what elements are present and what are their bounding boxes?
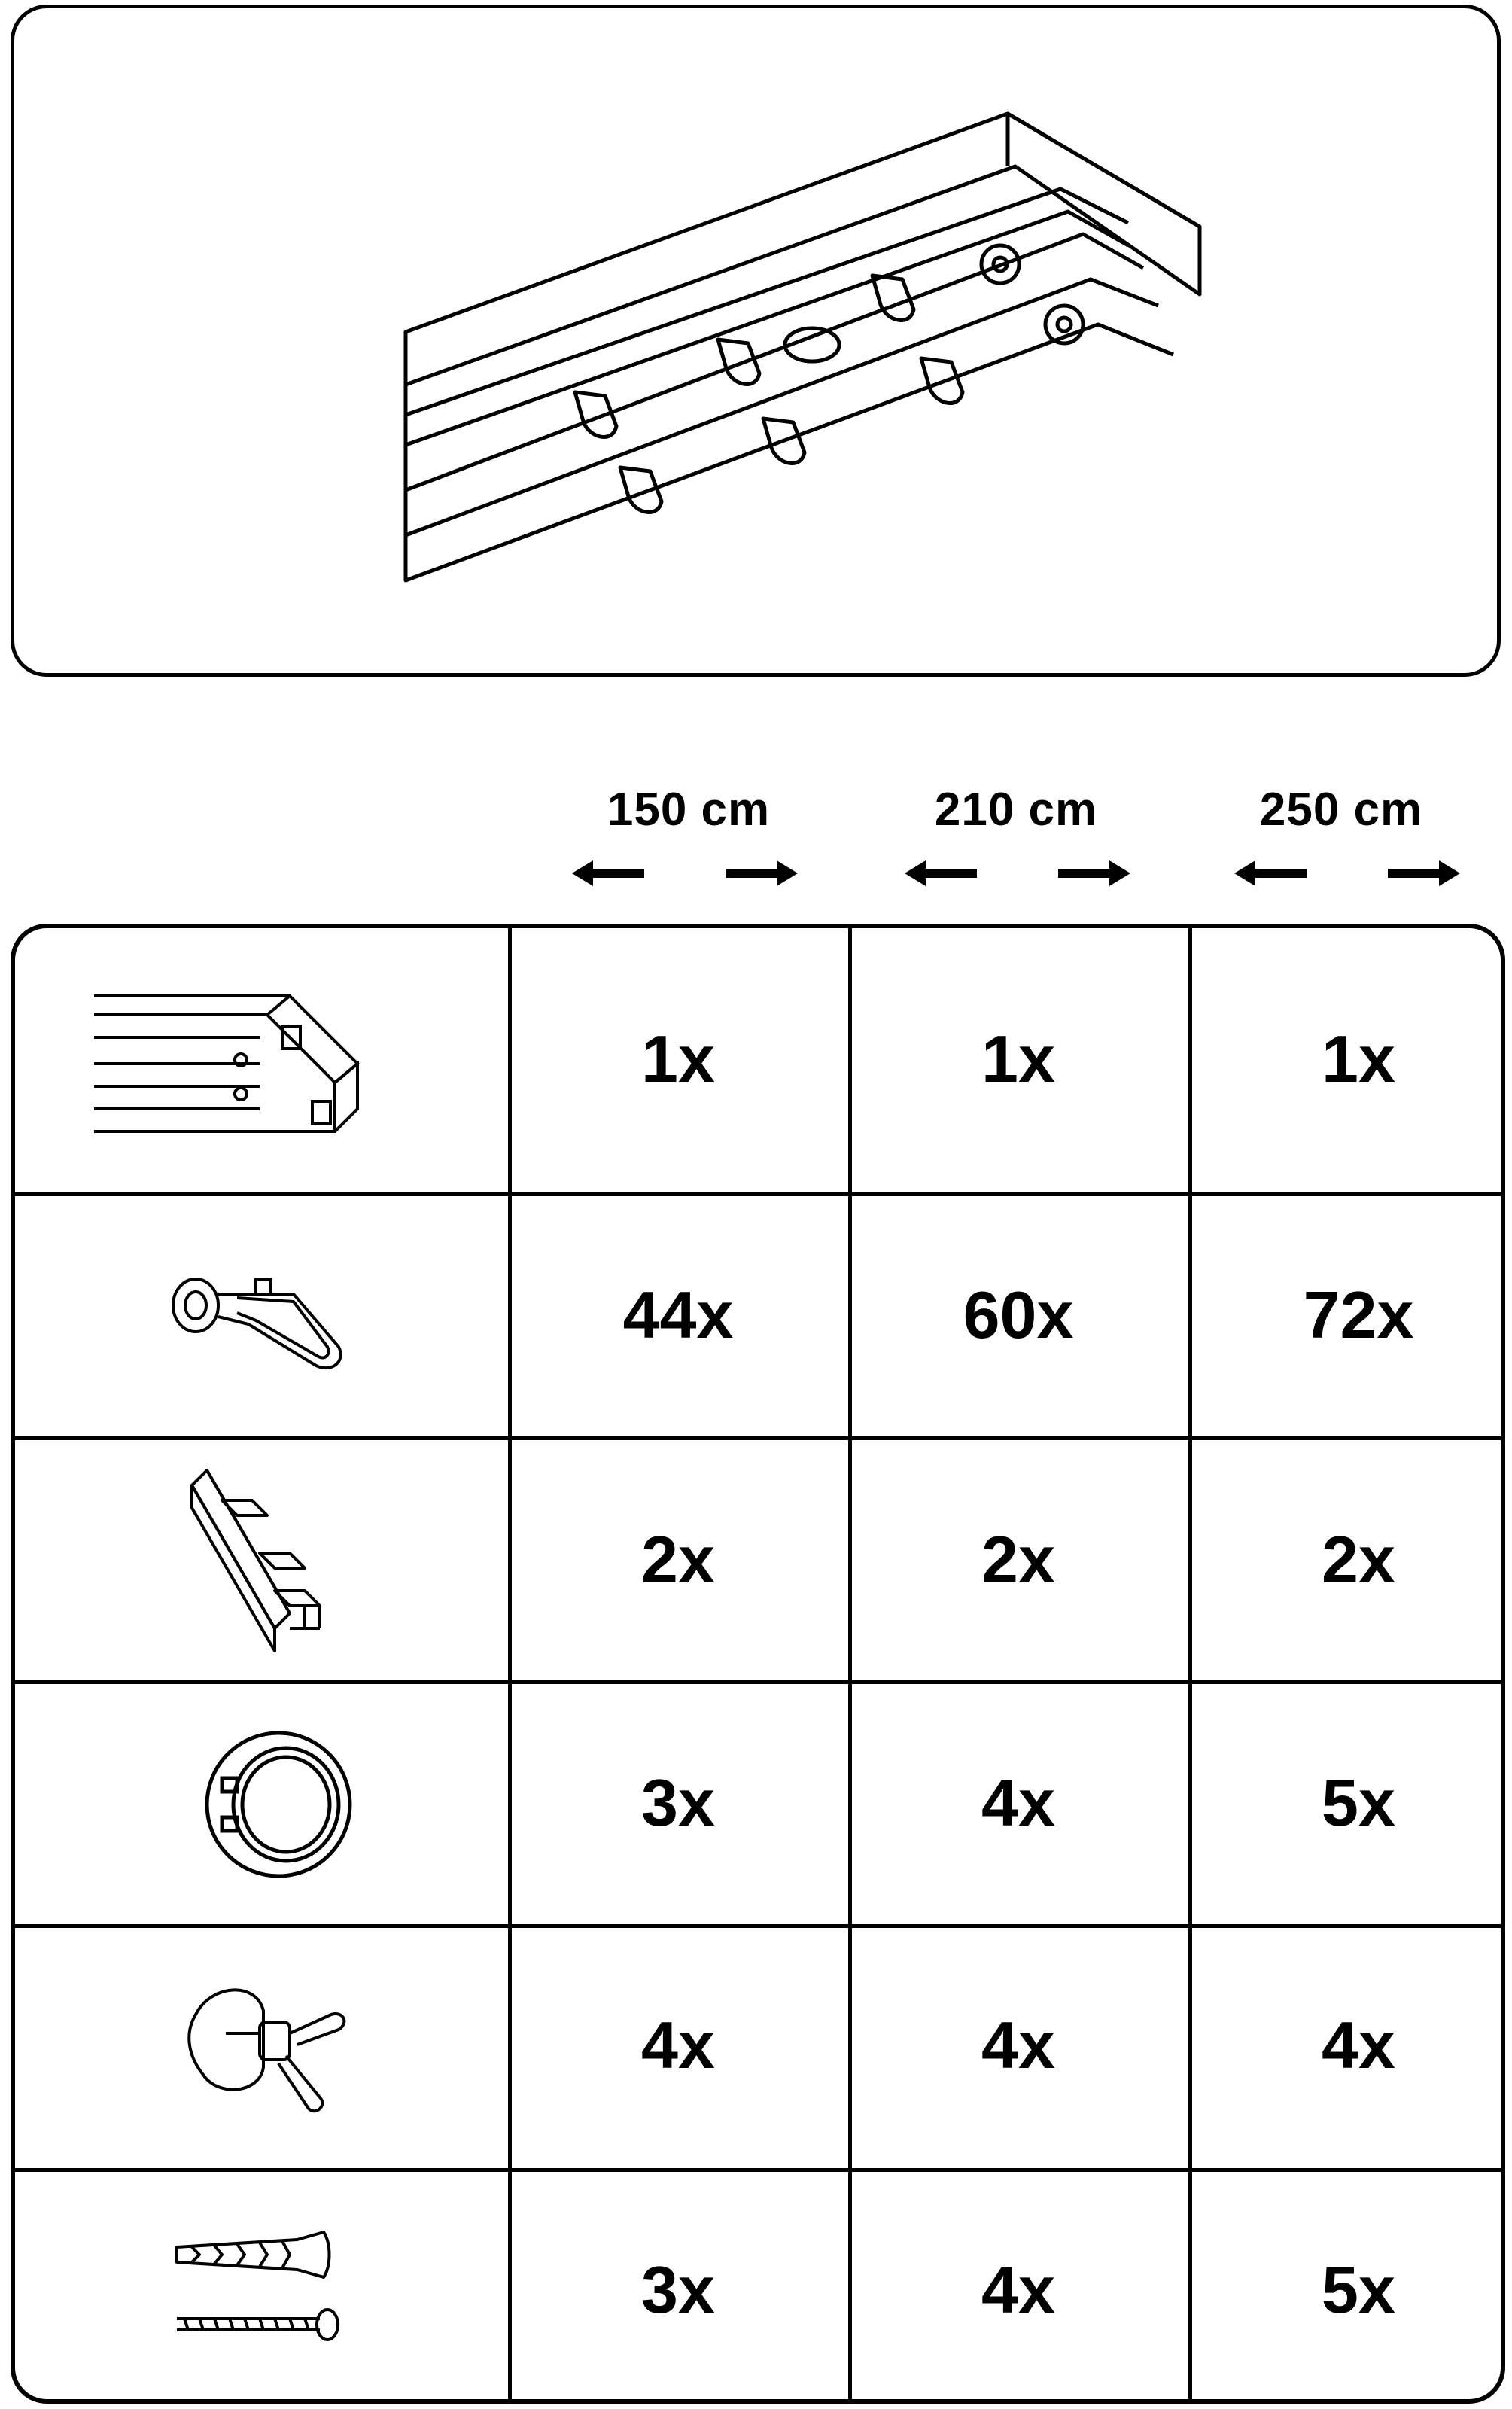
- qty-bracket-150: 3x: [641, 1765, 715, 1840]
- track-profile-icon: [87, 981, 373, 1147]
- product-illustration: [11, 5, 1501, 677]
- table-row-glider: [15, 1196, 508, 1436]
- table-row-bracket: [15, 1684, 508, 1924]
- qty-end-stop-250: 2x: [1322, 1522, 1395, 1597]
- end-stop-icon: [177, 1463, 357, 1666]
- width-arrows-icon: [1234, 854, 1460, 892]
- qty-glider-250: 72x: [1303, 1278, 1414, 1352]
- column-divider: [848, 928, 852, 2404]
- qty-knob-250: 4x: [1322, 2008, 1395, 2082]
- qty-fixings-150: 3x: [641, 2252, 715, 2327]
- qty-knob-150: 4x: [641, 2008, 715, 2082]
- qty-glider-150: 44x: [622, 1278, 734, 1352]
- width-arrows-icon: [905, 854, 1130, 892]
- ceiling-bracket-icon: [196, 1725, 361, 1884]
- qty-glider-210: 60x: [963, 1278, 1074, 1352]
- size-label-250: 250 cm: [1259, 784, 1423, 836]
- qty-end-stop-150: 2x: [641, 1522, 715, 1597]
- table-row-knob: [15, 1928, 508, 2168]
- qty-fixings-210: 4x: [981, 2252, 1055, 2327]
- qty-track-250: 1x: [1322, 1022, 1395, 1096]
- table-row-track: [15, 928, 508, 1192]
- column-divider: [1188, 928, 1192, 2404]
- size-label-150: 150 cm: [607, 784, 771, 836]
- qty-bracket-210: 4x: [981, 1765, 1055, 1840]
- screw-and-dowel-icon: [169, 2225, 350, 2360]
- qty-track-210: 1x: [981, 1022, 1055, 1096]
- width-arrows-icon: [572, 854, 798, 892]
- qty-end-stop-210: 2x: [981, 1522, 1055, 1597]
- qty-knob-210: 4x: [981, 2008, 1055, 2082]
- glider-hook-icon: [166, 1264, 361, 1377]
- parts-table: [11, 924, 1505, 2404]
- size-header: [0, 775, 1512, 896]
- qty-fixings-250: 5x: [1322, 2252, 1395, 2327]
- table-row-end-stop: [15, 1440, 508, 1680]
- curtain-track-illustration-icon: [14, 8, 1504, 681]
- qty-track-150: 1x: [641, 1022, 715, 1096]
- qty-bracket-250: 5x: [1322, 1765, 1395, 1840]
- column-divider: [508, 928, 512, 2404]
- end-cap-knob-icon: [173, 1969, 361, 2127]
- table-row-fixings: [15, 2172, 508, 2404]
- size-label-210: 210 cm: [934, 784, 1098, 836]
